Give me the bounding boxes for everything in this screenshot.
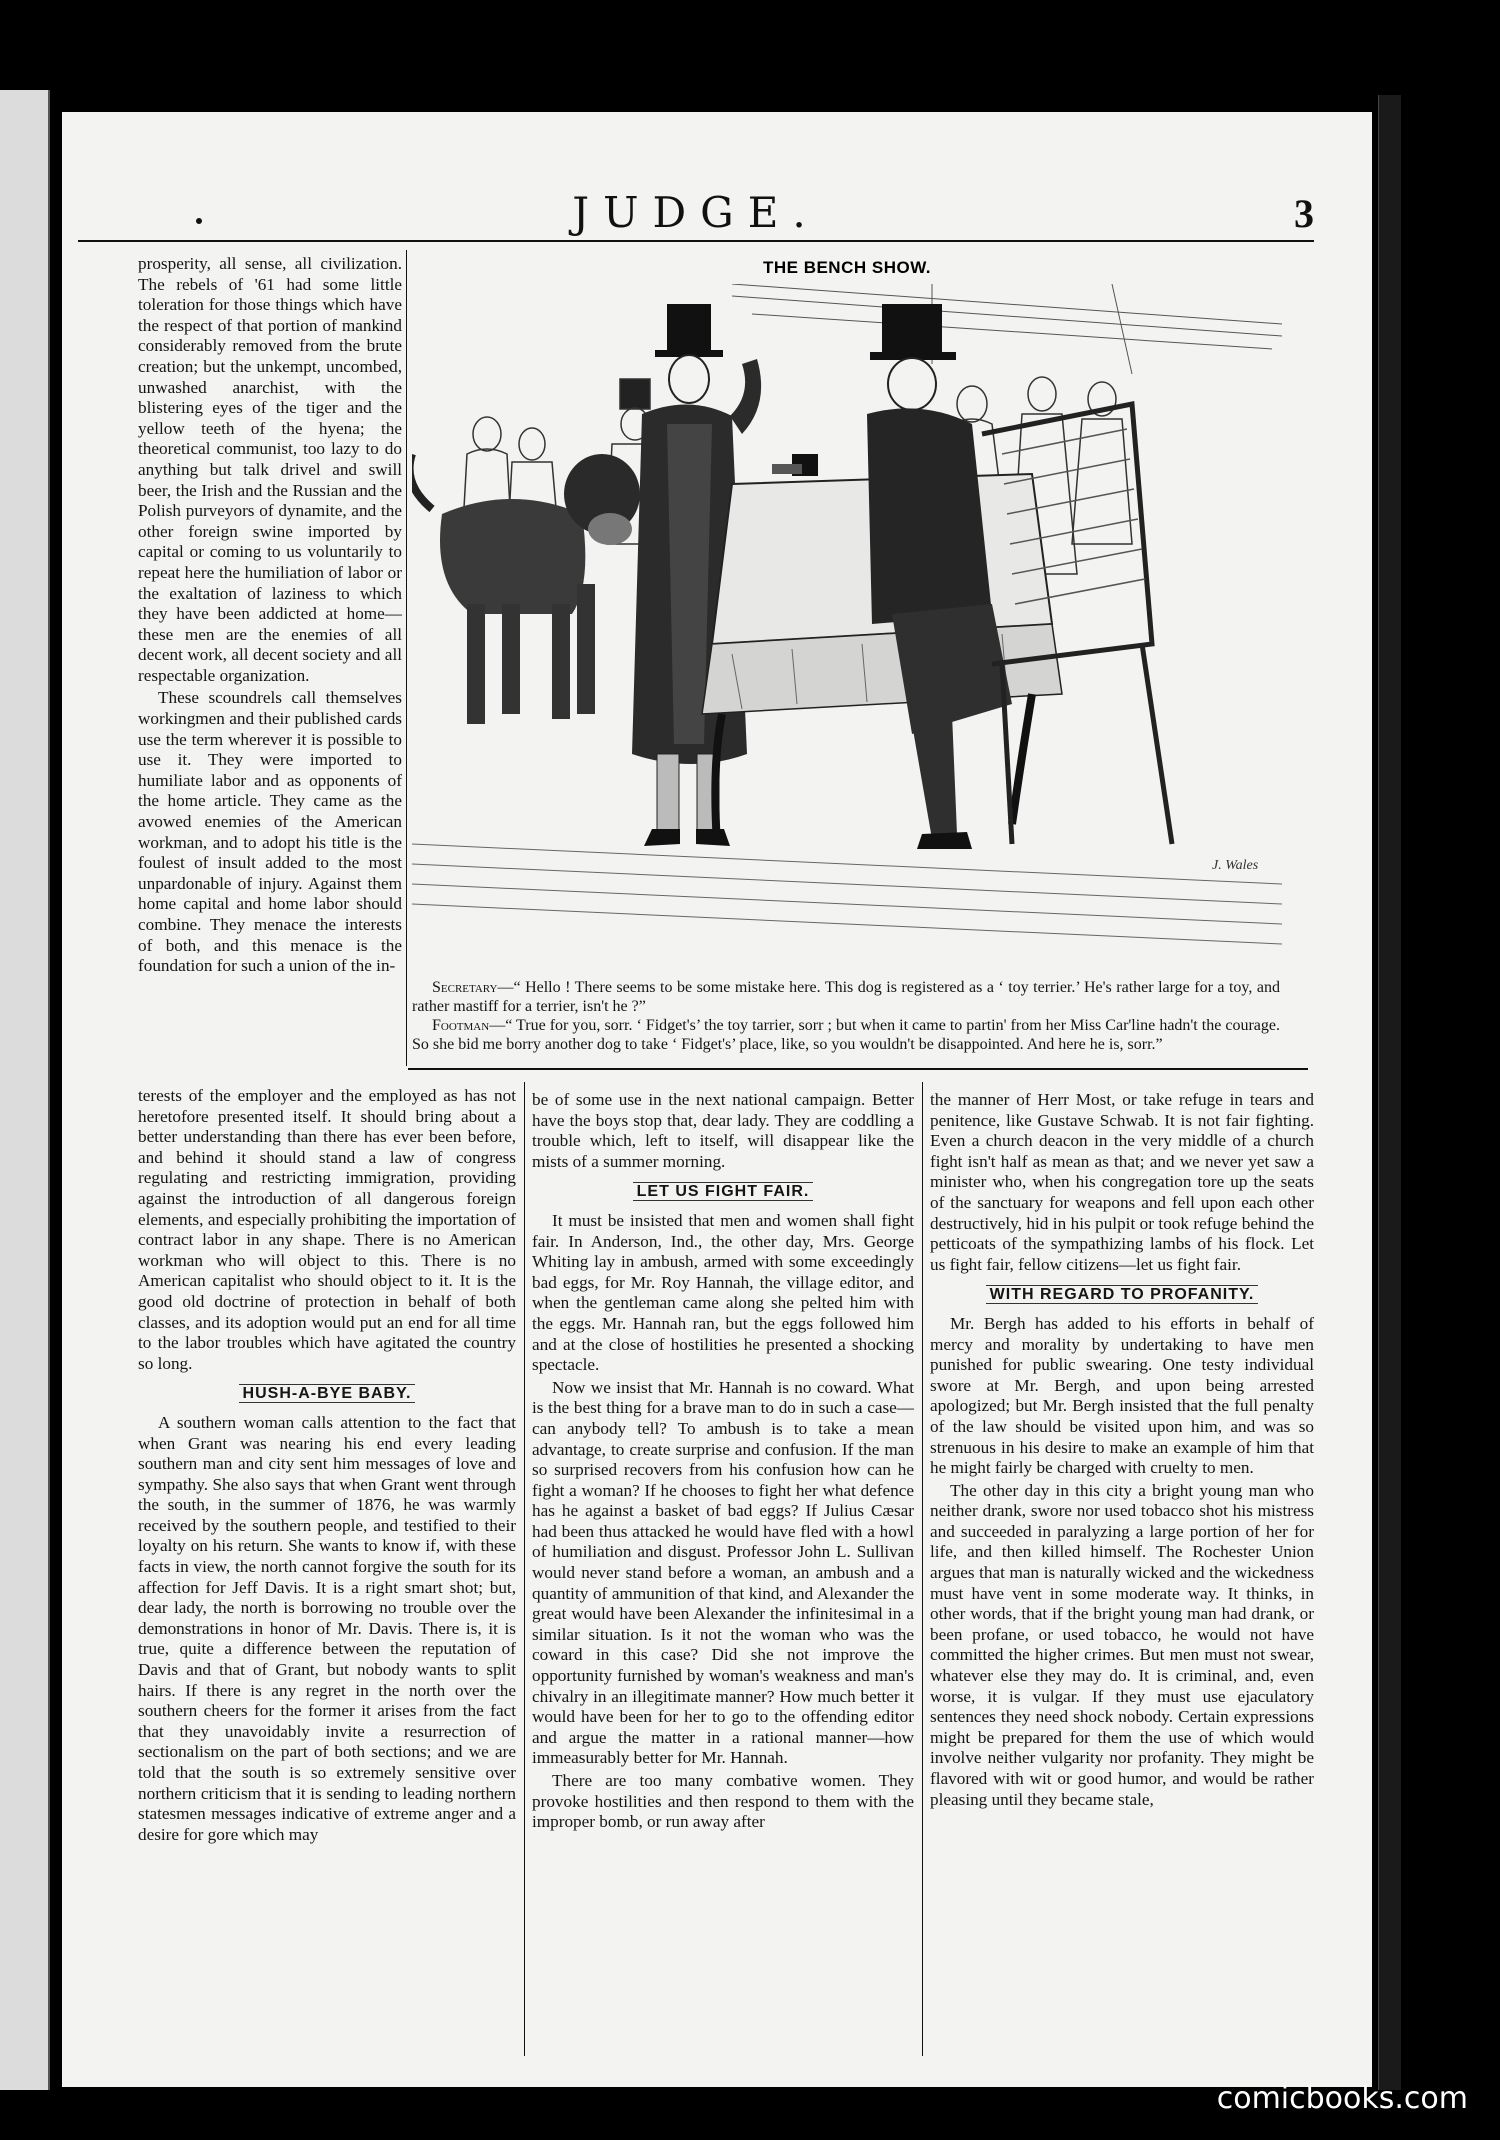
- paragraph: prosperity, all sense, all civilization. The rebels of '61 had some little toleration for those things which have the respect of that portion of mankind considerably removed from the brute creation; but the unkempt, uncombed, unwashed anarchist, with the blistering eyes of the tiger and the yellow teeth of the hyena; the theoretical communist, too lazy to do anything but talk drivel and swill beer, the Irish and the Russian and the Polish purveyors of dynamite, and the other foreign swine imported by capital or coming to us voluntarily to repeat here the humiliation of labor or the exaltation of laziness to which they have been addicted at home—these men are the enemies of all decent work, all decent society and all respectable organization.: [138, 254, 402, 685]
- page-stack-edge: [1378, 95, 1401, 2090]
- paragraph: It must be insisted that men and women shall fight fair. In Anderson, Ind., the other day, Mrs. George Whiting lay in ambush, armed with some exceedingly bad eggs, for Mr. Roy Hannah, the village editor, and when the gentleman came along she pelted him with the eggs. Mr. Hannah ran, but the eggs followed him and at the close of hostilities he presented a shocking spectacle.: [532, 1210, 914, 1375]
- column-rule: [406, 250, 407, 1066]
- paragraph: terests of the employer and the employed as has not heretofore presented itself. It should bring about a better understanding than there has ever been before, and behind it should stand a law of congress regulating and restricting immigration, providing against the introduction of all dangerous foreign elements, and especially prohibiting the importation of contract labor in any shape. There is no American workman who will object to this. There is no American capitalist who should object to it. It is the good old doctrine of protection in behalf of both classes, and its adoption would put an end for all time to the labor troubles which have agitated the country so long.: [138, 1086, 516, 1373]
- paragraph: Now we insist that Mr. Hannah is no coward. What is the best thing for a brave man to do in such a case—can anybody tell? To ambush is to take a mean advantage, to create surprise and confusion. If the man so surprised recovers from his confusion how can he fight a woman? If he chooses to fight her what defence has he against a basket of bad eggs? If Julius Cæsar had been thus attacked he would have fled with a howl of humiliation and disgust. Professor John L. Sullivan would never stand before a woman, an ambush and a quantity of ammunition of that kind, and Alexander the great would have been Alexander the infinitesimal in a similar situation. Is it not the woman who was the coward in this case? Did she not improve the opportunity furnished by woman's weakness and man's chivalry in an illegitimate manner? How much better it would have been for her to go to the offending editor and argue the matter in a rational manner—how immeasurably better for Mr. Hannah.: [532, 1377, 914, 1768]
- masthead-title: JUDGE.: [572, 188, 820, 237]
- paragraph: There are too many combative women. They provoke hostilities and then respond to them with the improper bomb, or run away after: [532, 1771, 914, 1832]
- caption-speaker: Secretary: [432, 979, 498, 996]
- masthead: [78, 180, 1314, 242]
- article-heading: HUSH-A-BYE BABY.: [138, 1384, 516, 1405]
- article-heading: LET US FIGHT FAIR.: [532, 1182, 914, 1203]
- paragraph: be of some use in the next national campaign. Better have the boys stop that, dear lady. They are coddling a trouble which, left to itself, will disappear like the mists of a summer morning.: [532, 1090, 914, 1171]
- paragraph: Mr. Bergh has added to his efforts in behalf of mercy and morality by undertaking to have men punished for public swearing. One testy individual swore at Mr. Bergh, and upon being arrested apologized; but Mr. Bergh insisted that the full penalty of the law should be visited upon him, and was so strenuous in his desire to make an example of him that he might fairly be charged with cruelty to men.: [930, 1313, 1314, 1478]
- article-heading: WITH REGARD TO PROFANITY.: [930, 1285, 1314, 1306]
- illustration-bench-show: [412, 284, 1282, 964]
- illustration-title: THE BENCH SHOW.: [762, 258, 932, 277]
- illustration-caption: [412, 978, 1280, 1054]
- illustration-signature: J. Wales: [1212, 858, 1259, 873]
- caption-speaker: Footman: [432, 1017, 490, 1034]
- column-2: [532, 1090, 914, 1835]
- column-1-bottom: [138, 1086, 516, 1847]
- caption-text: —“ True for you, sorr. ‘ Fidget's’ the toy tarrier, sorr ; but when it came to partin' from her Miss Car'line hadn't the courage. So she bid me borry another dog to take ‘ Fidget's’ place, like, so you wouldn't be disappointed. And here he is, sorr.”: [412, 1017, 1280, 1053]
- facing-page-edge: [0, 90, 50, 2090]
- illustration-bottom-rule: [408, 1068, 1308, 1070]
- column-3: [930, 1090, 1314, 1812]
- caption-line-secretary: [412, 978, 1280, 1016]
- masthead-dot: [196, 218, 202, 224]
- paragraph: The other day in this city a bright young man who neither drank, swore nor used tobacco shot his mistress and succeeded in paralyzing a large portion of her for life, and then killed himself. The Rochester Union argues that man is naturally wicked and the wickedness must have vent in some moderate way. It thinks, in other words, that if the bright young man had drank, or been profane, or used tobacco, he would not have committed the higher crimes. But men must not swear, whatever else they may do. It is criminal, and, even worse, it is vulgar. If they must use ejaculatory sentences they need shock nobody. Certain expressions might be prepared for them the use of which would involve neither vulgarity nor profanity. They might be flavored with wit or good humor, and would be rather pleasing until they became stale,: [930, 1480, 1314, 1809]
- column-1-top: [138, 254, 402, 979]
- page-number: 3: [1294, 191, 1314, 236]
- column-rule: [524, 1082, 525, 2056]
- paragraph: the manner of Herr Most, or take refuge in tears and penitence, like Gustave Schwab. It is not fair fighting. Even a church deacon in the very middle of a church fight isn't half as mean as that; and we never yet saw a minister who, when his congregation tore up the seats of the sanctuary for weapons and fell upon each other destructively, hid in his pulpit or took refuge behind the petticoats of the sympathizing lambs of his flock. Let us fight fair, fellow citizens—let us fight fair.: [930, 1090, 1314, 1274]
- caption-text: —“ Hello ! There seems to be some mistake here. This dog is registered as a ‘ toy terrier.’ He's rather large for a toy, and rather mastiff for a terrier, isn't he ?”: [412, 979, 1280, 1015]
- caption-line-footman: [412, 1016, 1280, 1054]
- paragraph: These scoundrels call themselves workingmen and their published cards use the term wherever it is possible to use it. They were imported to humiliate labor and as opponents of the home article. They came as the avowed enemies of the American workman, and to adopt his title is the foulest of insult added to the most unpardonable of injury. Against them home capital and home labor should combine. They menace the interests of both, and this menace is the foundation for such a union of the in-: [138, 688, 402, 976]
- column-rule: [922, 1082, 923, 2056]
- site-watermark: comicbooks.com: [1216, 2081, 1468, 2116]
- paragraph: A southern woman calls attention to the fact that when Grant was nearing his end every leading southern man and city sent him messages of love and sympathy. She also says that when Grant went through the south, in the summer of 1876, he was warmly received by the southern people, and testified to their loyalty on his return. She wants to know if, with these facts in view, the north cannot forgive the south for its affection for Jeff Davis. It is a right smart shot; but, dear lady, the north is borrowing no trouble over the demonstrations in honor of Mr. Davis. There is, it is true, quite a difference between the reputation of Davis and that of Grant, but nobody wants to split hairs. If there is any regret in the north over the southern cheers for the former it arises from the fact that they unavoidably invite a resurrection of sectionalism on the part of both sections; and we are told that the south is so extremely sensitive over northern criticism that it is sending to leading northern statesmen messages indicative of extreme anger and a desire for gore which may: [138, 1412, 516, 1844]
